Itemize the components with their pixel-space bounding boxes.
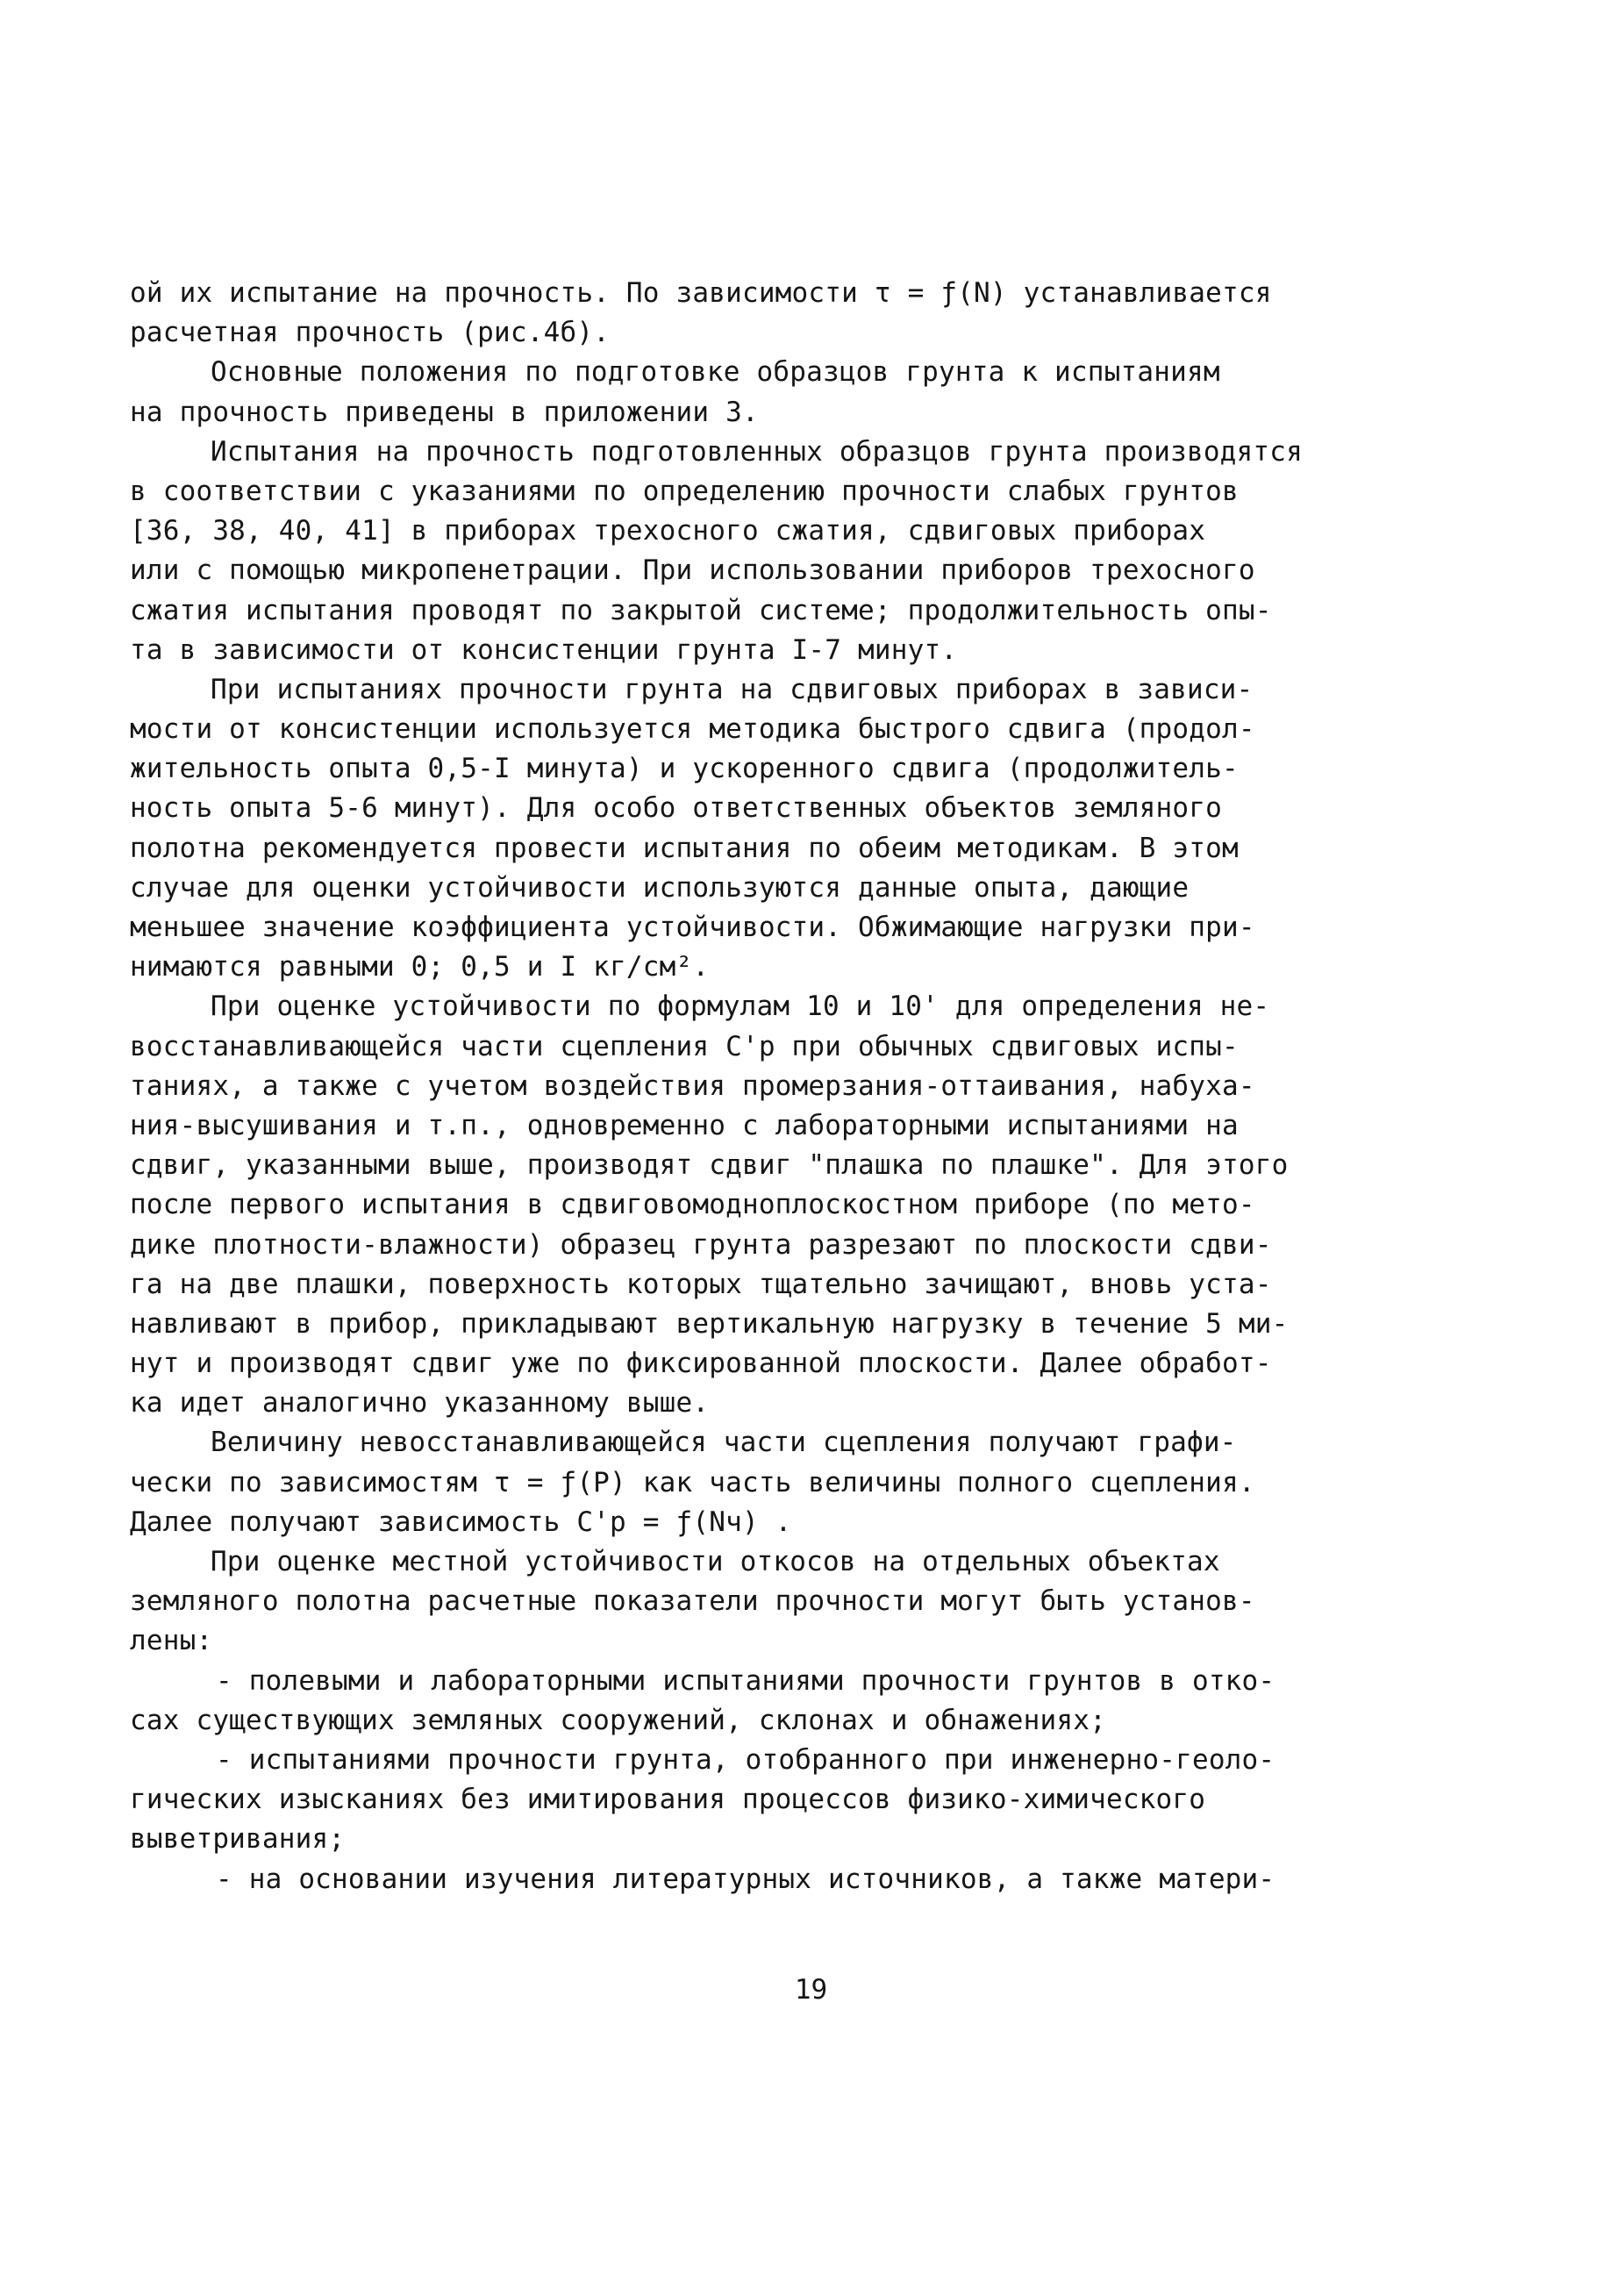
paragraph-start: При оценке устойчивости по формулам 10 и 10' для определения не-: [211, 991, 1270, 1023]
text-line: жительность опыта 0,5-I минута) и ускоренного сдвига (продолжитель-: [130, 753, 1239, 785]
text-line: таниях, а также с учетом воздействия промерзания-оттаивания, набуха-: [130, 1069, 1255, 1102]
text-line: дике плотности-влажности) образец грунта разрезают по плоскости сдви-: [130, 1228, 1272, 1261]
text-line: нимаются равными 0; 0,5 и I кг/см².: [130, 951, 710, 983]
text-line: мости от консистенции используется методика быстрого сдвига (продол-: [130, 713, 1255, 746]
list-item: - полевыми и лабораторными испытаниями прочности грунтов в отко-: [216, 1664, 1275, 1697]
paragraph-start: Величину невосстанавливающейся части сцепления получают графи-: [211, 1427, 1237, 1459]
page-number: 19: [794, 1974, 828, 2006]
text-line: ка идет аналогично указанному выше.: [130, 1387, 710, 1420]
text-line: земляного полотна расчетные показатели прочности могут быть установ-: [130, 1585, 1255, 1618]
text-line: полотна рекомендуется провести испытания по обеим методикам. В этом: [130, 832, 1239, 864]
text-line: ность опыта 5-6 минут). Для особо ответственных объектов земляного: [130, 792, 1222, 825]
text-line: ния-высушивания и т.п., одновременно с лабораторными испытаниями на: [130, 1109, 1239, 1141]
text-line: навливают в прибор, прикладывают вертикальную нагрузку в течение 5 ми-: [130, 1307, 1289, 1340]
text-line: лены:: [130, 1625, 213, 1657]
text-line: меньшее значение коэффициента устойчивости. Обжимающие нагрузки при-: [130, 912, 1255, 943]
text-line: расчетная прочность (рис.4б).: [130, 317, 611, 349]
text-line: случае для оценки устойчивости используются данные опыта, дающие: [130, 871, 1190, 904]
text-line: Далее получают зависимость C'р = ƒ(Nч) .: [130, 1506, 792, 1538]
text-line: га на две плашки, поверхность которых тщательно зачищают, вновь уста-: [130, 1268, 1272, 1300]
text-line: гических изысканиях без имитирования процессов физико-химического: [130, 1784, 1206, 1816]
text-line: или с помощью микропенетрации. При использовании приборов трехосного: [130, 554, 1255, 587]
text-line: чески по зависимостям τ = ƒ(P) как часть величины полного сцепления.: [130, 1466, 1255, 1498]
text-line: сах существующих земляных сооружений, склонах и обнажениях;: [130, 1704, 1106, 1736]
text-line: в соответствии с указаниями по определению прочности слабых грунтов: [130, 475, 1239, 507]
text-line: на прочность приведены в приложении 3.: [130, 396, 759, 428]
paragraph-start: Испытания на прочность подготовленных образцов грунта производятся: [211, 435, 1303, 468]
text-line: восстанавливающейся части сцепления C'р при обычных сдвиговых испы-: [130, 1030, 1239, 1062]
list-item: - испытаниями прочности грунта, отобранного при инженерно-геоло-: [216, 1743, 1275, 1776]
text-line: [36, 38, 40, 41] в приборах трехосного сжатия, сдвиговых приборах: [130, 515, 1206, 547]
text-line: ой их испытание на прочность. По зависимости τ = ƒ(N) устанавливается: [130, 277, 1272, 309]
document-body: [130, 274, 1303, 1899]
paragraph-start: Основные положения по подготовке образцов грунта к испытаниям: [211, 356, 1220, 389]
paragraph-start: При испытаниях прочности грунта на сдвиговых приборах в зависи-: [211, 673, 1254, 705]
paragraph-start: При оценке местной устойчивости откосов на отдельных объектах: [211, 1546, 1220, 1577]
text-line: нут и производят сдвиг уже по фиксированной плоскости. Далее обработ-: [130, 1348, 1272, 1380]
text-line: сдвиг, указанными выше, производят сдвиг "плашка по плашке". Для этого: [130, 1149, 1289, 1182]
text-line: сжатия испытания проводят по закрытой системе; продолжительность опы-: [130, 594, 1272, 626]
text-line: та в зависимости от консистенции грунта I-7 минут.: [130, 633, 958, 666]
text-line: после первого испытания в сдвиговомодноплоскостном приборе (по мето-: [130, 1189, 1255, 1221]
list-item: - на основании изучения литературных источников, а также матери-: [216, 1863, 1275, 1895]
text-line: выветривания;: [130, 1823, 346, 1856]
